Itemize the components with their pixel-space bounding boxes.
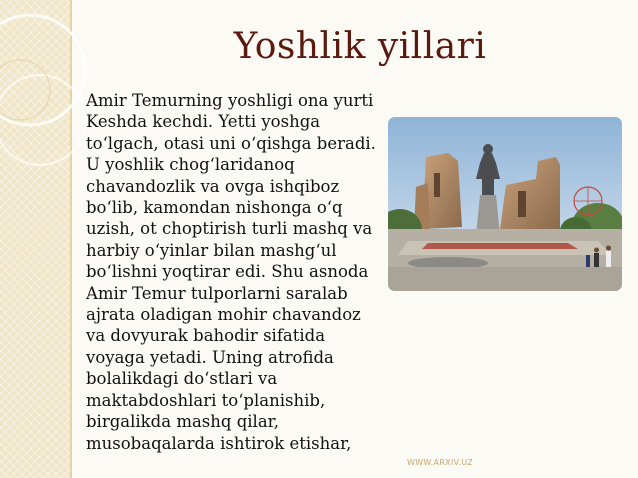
body-line: birgalikda mashq qilar,: [86, 412, 279, 432]
monument-photo-icon: [388, 117, 622, 291]
monument-photo: [388, 117, 622, 291]
footer-watermark: WWW.ARXIV.UZ: [407, 458, 474, 467]
body-line: voyaga yetadi. Uning atrofida: [86, 347, 334, 367]
body-line: Amir Temurning yoshligi ona yurti: [86, 91, 374, 110]
body-text: [86, 90, 396, 454]
body-line: bo‘lishni yoqtirar edi. Shu asnoda: [86, 262, 369, 282]
body-line: musobaqalarda ishtirok etishar,: [86, 433, 352, 453]
decorative-circles-icon: [0, 10, 100, 190]
body-line: chavandozlik va ovga ishqiboz: [86, 176, 340, 196]
body-line: maktabdoshlari to‘planishib,: [86, 390, 326, 410]
body-line: bolalikdagi do‘stlari va: [86, 369, 278, 389]
slide-title: Yoshlik yillari: [233, 26, 487, 67]
body-line: bo‘lib, kamondan nishonga o‘q: [86, 198, 343, 218]
body-line: ajrata oladigan mohir chavandoz: [86, 305, 361, 325]
body-line: Keshda kechdi. Yetti yoshga: [86, 112, 321, 132]
body-line: Amir Temur tulporlarni saralab: [86, 283, 348, 303]
body-line: harbiy o‘yinlar bilan mashg‘ul: [86, 240, 337, 260]
body-line: to‘lgach, otasi uni o‘qishga beradi.: [86, 133, 376, 153]
body-line: va dovyurak bahodir sifatida: [86, 326, 326, 346]
body-line: uzish, ot choptirish turli mashq va: [86, 219, 373, 239]
body-line: U yoshlik chog‘laridanoq: [86, 155, 295, 175]
